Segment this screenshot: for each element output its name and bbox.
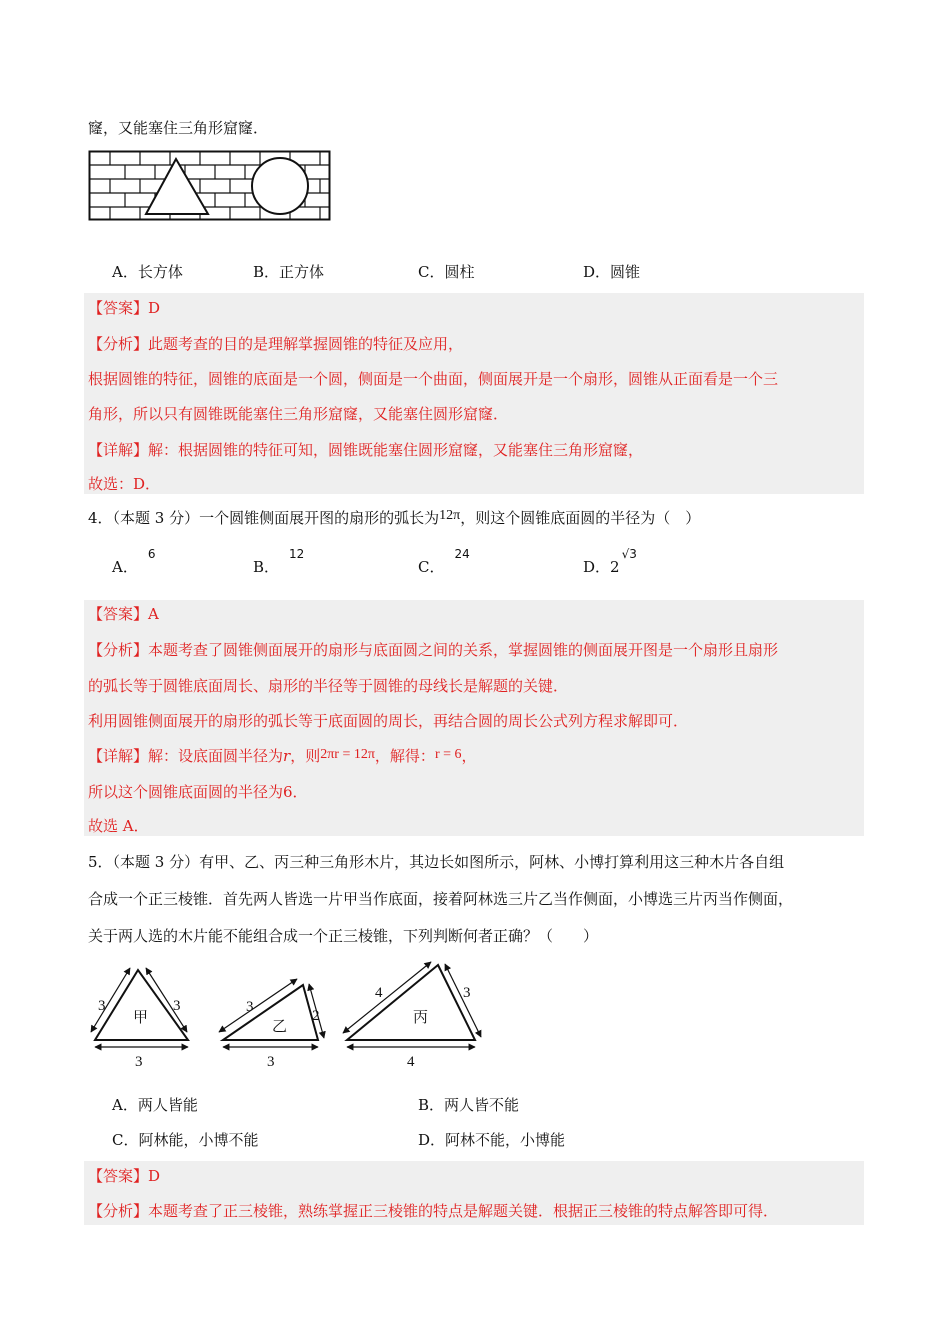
q3-answer: 【答案】D: [88, 299, 161, 317]
bing-label: 丙: [413, 1008, 429, 1026]
continuation-text: 窿，又能塞住三角形窟窿．: [88, 119, 269, 137]
q4-analysis-line-1: 【分析】本题考查了圆锥侧面展开的扇形与底面圆之间的关系，掌握圆锥的侧面展开图是一个扇形且扇形: [88, 641, 779, 659]
bing-left-length: 4: [375, 985, 383, 1001]
yi-right-length: 2: [312, 1008, 320, 1024]
q3-detail-line-2: 故选：D．: [88, 475, 161, 493]
q5-stem-line-2: 合成一个正三棱锥．首先两人皆选一片甲当作底面，接着阿林选三片乙当作侧面，小博选三片丙当作侧面，: [88, 890, 794, 908]
bing-bottom-length: 4: [407, 1054, 415, 1070]
jia-left-length: 3: [98, 998, 106, 1014]
q5-option-a: A．两人皆能: [112, 1096, 198, 1114]
q4-stem-math: 12π: [439, 508, 461, 523]
bing-right-length: 3: [463, 985, 471, 1001]
q5-option-c: C．阿林能，小博不能: [112, 1131, 259, 1149]
jia-right-length: 3: [173, 998, 181, 1014]
brick-wall-figure: [88, 150, 334, 222]
q4-detail-line-3: 故选 A．: [88, 817, 149, 835]
yi-left-length: 3: [246, 999, 254, 1015]
jia-bottom-length: 3: [135, 1054, 143, 1070]
yi-bottom-length: 3: [267, 1054, 275, 1070]
q3-option-c: C．圆柱: [418, 263, 475, 281]
q3-analysis-line-2: 根据圆锥的特征，圆锥的底面是一个圆，侧面是一个曲面，侧面展开是一个扇形，圆锥从正面看是一个三: [88, 370, 779, 388]
q3-detail-line-1: 【详解】解：根据圆锥的特征可知，圆锥既能塞住圆形窟窿，又能塞住三角形窟窿，: [88, 441, 644, 459]
q4-detail-line-1: 【详解】解：设底面圆半径为r，则2πr = 12π，解得：r = 6，: [88, 747, 477, 765]
q5-analysis-line-1: 【分析】本题考查了正三棱锥，熟练掌握正三棱锥的特点是解题关键．根据正三棱锥的特点解答即可得．: [88, 1202, 779, 1220]
triangle-bing: [343, 962, 481, 1070]
q4-answer: 【答案】A: [88, 605, 159, 623]
q4-option-c: C．$^{24}$: [418, 547, 470, 576]
q5-stem-line-3: 关于两人选的木片能不能组合成一个正三棱锥，下列判断何者正确？（ ）: [88, 927, 599, 945]
q4-stem: 4．（本题 3 分）一个圆锥侧面展开图的扇形的弧长为12π，则这个圆锥底面圆的半径为（ ）: [88, 508, 701, 527]
q4-analysis-line-3: 利用圆锥侧面展开的扇形的弧长等于底面圆的周长，再结合圆的周长公式列方程求解即可．: [88, 712, 689, 730]
q4-detail-line-2: 所以这个圆锥底面圆的半径为6．: [88, 783, 308, 801]
q4-option-d: D．$2^{√3}$: [583, 547, 637, 576]
jia-label: 甲: [133, 1008, 149, 1026]
q3-solution-block: [84, 293, 864, 494]
q3-option-b: B．正方体: [253, 263, 325, 281]
q5-answer: 【答案】D: [88, 1167, 161, 1185]
q4-analysis-line-2: 的弧长等于圆锥底面周长、扇形的半径等于圆锥的母线长是解题的关键．: [88, 677, 569, 695]
q3-analysis-line-3: 角形，所以只有圆锥既能塞住三角形窟窿，又能塞住圆形窟窿．: [88, 405, 509, 423]
triangle-jia: [91, 968, 188, 1070]
yi-label: 乙: [272, 1017, 288, 1035]
q5-option-d: D．阿林不能，小博能: [418, 1131, 566, 1149]
q3-analysis-line-1: 【分析】此题考查的目的是理解掌握圆锥的特征及应用，: [88, 335, 464, 353]
q4-option-b: B．$^{12}$: [253, 547, 305, 576]
circle-hole: [252, 158, 308, 214]
q4-option-a: A．$^6$: [112, 547, 156, 576]
triangle-yi: [219, 979, 324, 1070]
q5-stem-line-1: 5．（本题 3 分）有甲、乙、丙三种三角形木片，其边长如图所示，阿林、小博打算利用这三种木片各自组: [88, 853, 785, 871]
q3-option-d: D．圆锥: [583, 263, 641, 281]
triangles-figure: [85, 960, 505, 1072]
q5-option-b: B．两人皆不能: [418, 1096, 520, 1114]
q3-option-a: A．长方体: [112, 263, 183, 281]
